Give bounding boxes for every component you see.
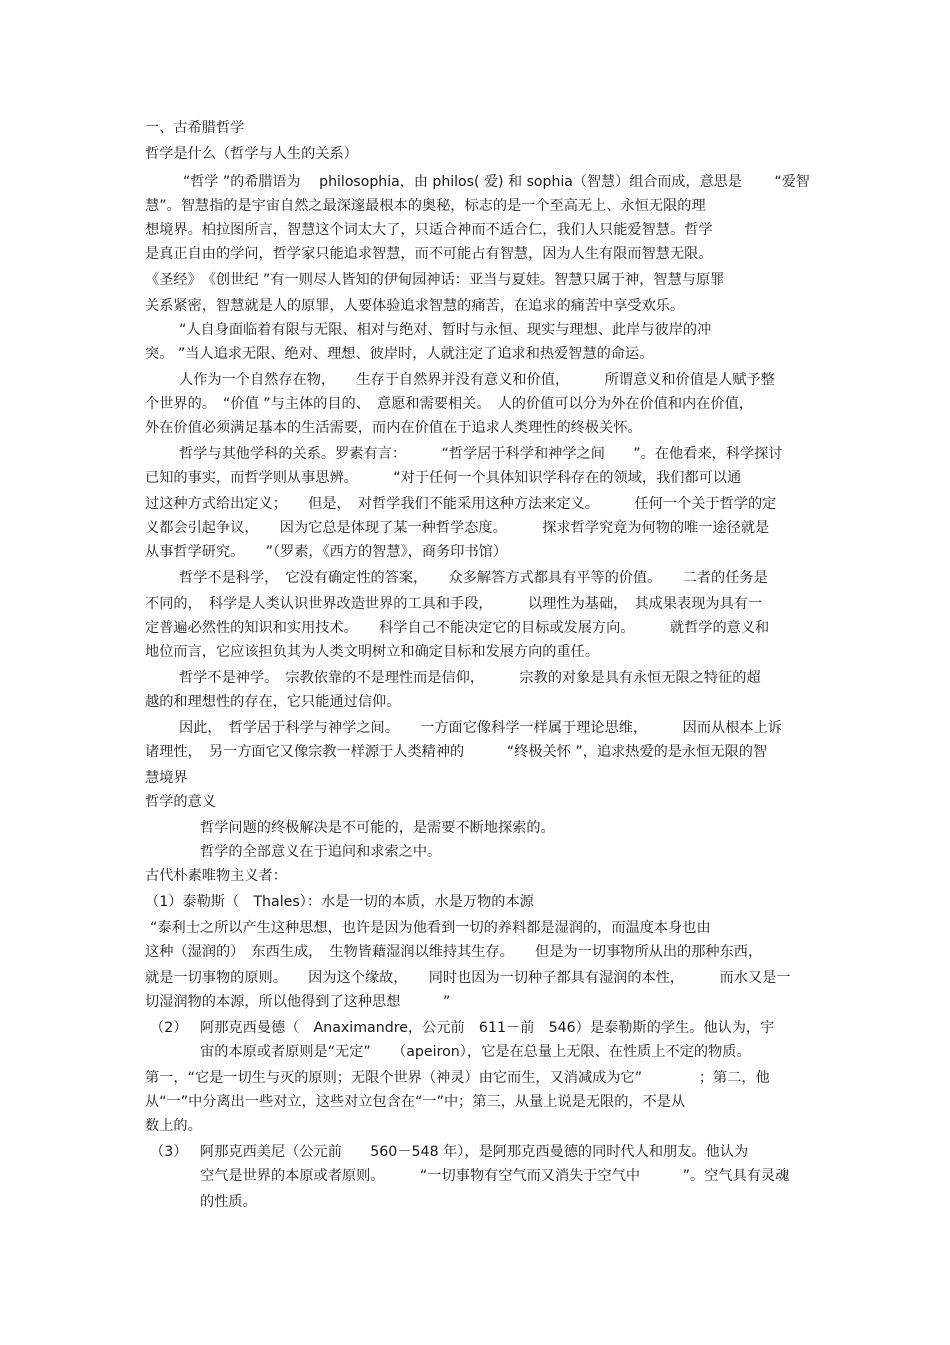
paragraph-line: 切湿润物的本源，所以他得到了这种思想 ” [145, 994, 451, 1010]
paragraph-line: 人作为一个自然存在物， 生存于自然界并没有意义和价值， 所谓意义和价值是人赋予整 [179, 372, 775, 388]
list-number: （2） [150, 1020, 188, 1036]
paragraph-line: 定普遍必然性的知识和实用技术。 科学自己不能决定它的目标或发展方向。 就哲学的意义和 [145, 620, 770, 636]
paragraph-line: 不同的， 科学是人类认识世界改造世界的工具和手段， 以理性为基础， 其成果表现为具有一 [145, 596, 763, 612]
paragraph-line: 突。 ”当人追求无限、绝对、理想、彼岸时，人就注定了追求和热爱智慧的命运。 [145, 346, 654, 362]
paragraph-line: 阿那克西曼德（ Anaximandre，公元前 611－前 546）是泰勒斯的学生。他认为，宇 [200, 1020, 775, 1036]
paragraph-line: 诸理性， 另一方面它又像宗教一样源于人类精神的 “终极关怀 ”，追求热爱的是永恒无限的智 [145, 744, 768, 760]
paragraph-line: 从事哲学研究。 ”（罗素，《西方的智慧》，商务印书馆） [145, 544, 508, 560]
paragraph-line: 因此， 哲学居于科学与神学之间。 一方面它像科学一样属于理论思维， 因而从根本上诉 [179, 720, 782, 736]
paragraph-line: 就是一切事物的原则。 因为这个缘故， 同时也因为一切种子都具有湿润的本性， 而水又是一 [145, 970, 791, 986]
paragraph-line: 外在价值必须满足基本的生活需要，而内在价值在于追求人类理性的终极关怀。 [145, 420, 642, 436]
paragraph-line: 义都会引起争议， 因为它总是体现了某一种哲学态度。 探求哲学究竟为何物的唯一途径就是 [145, 520, 770, 536]
section-heading: 哲学的意义 [145, 794, 216, 810]
paragraph-line: 这种（湿润的） 东西生成， 生物皆藉湿润以维持其生存。 但是为一切事物所从出的那种东西， [145, 944, 763, 960]
paragraph-line: “哲学 ”的希腊语为 philosophia，由 philos( 爱) 和 sophia（智慧）组合而成，意思是 “爱智 [183, 174, 810, 190]
paragraph-line: （1）泰勒斯（ Thales）：水是一切的本质，水是万物的本源 [145, 894, 534, 910]
paragraph-line: 关系紧密，智慧就是人的原罪，人要体验追求智慧的痛苦，在追求的痛苦中享受欢乐。 [145, 298, 685, 314]
paragraph-line: 哲学的全部意义在于追问和求索之中。 [200, 844, 442, 860]
paragraph-line: 第一，“它是一切生与灭的原则；无限个世界（神灵）由它而生，又消减成为它” ；第二，他 [145, 1070, 770, 1086]
paragraph-line: 哲学问题的终极解决是不可能的，是需要不断地探索的。 [200, 820, 555, 836]
paragraph-line: 是真正自由的学问，哲学家只能追求智慧，而不可能占有智慧，因为人生有限而智慧无限。 [145, 246, 713, 262]
paragraph-line: 哲学不是神学。 宗教依靠的不是理性而是信仰， 宗教的对象是具有永恒无限之特征的超 [179, 670, 761, 686]
paragraph-line: “泰利士之所以产生这种思想，也许是因为他看到一切的养料都是湿润的，而温度本身也由 [150, 920, 711, 936]
paragraph-line: 已知的事实，而哲学则从事思辨。 “对于任何一个具体知识学科存在的领域，我们都可以通 [145, 470, 742, 486]
paragraph-line: 想境界。柏拉图所言，智慧这个词太大了，只适合神而不适合仁，我们人只能爱智慧。哲学 [145, 222, 713, 238]
paragraph-line: 慧境界 [145, 770, 188, 786]
paragraph-line: 越的和理想性的存在，它只能通过信仰。 [145, 694, 401, 710]
page-subtitle: 哲学是什么（哲学与人生的关系） [145, 146, 358, 162]
paragraph-line: 哲学与其他学科的关系。罗素有言： “哲学居于科学和神学之间 ”。在他看来，科学探讨 [179, 446, 783, 462]
paragraph-line: 哲学不是科学， 它没有确定性的答案， 众多解答方式都具有平等的价值。 二者的任务是 [179, 570, 768, 586]
paragraph-line: 个世界的。 “价值 ”与主体的目的、 意愿和需要相关。 人的价值可以分为外在价值和内在价值， [145, 396, 753, 412]
paragraph-line: 地位而言，它应该担负其为人类文明树立和确定目标和发展方向的重任。 [145, 644, 600, 660]
paragraph-line: 从“一”中分离出一些对立，这些对立包含在“一”中；第三，从量上说是无限的，不是从 [145, 1094, 686, 1110]
paragraph-line: 宙的本原或者原则是“无定” （apeiron），它是在总量上无限、在性质上不定的物质。 [200, 1044, 751, 1060]
paragraph-line: 慧”。智慧指的是宇宙自然之最深邃最根本的奥秘，标志的是一个至高无上、永恒无限的理 [145, 198, 706, 214]
paragraph-line: 空气是世界的本原或者原则。 “一切事物有空气而又消失于空气中 ”。空气具有灵魂 [200, 1168, 790, 1184]
paragraph-line: 阿那克西美尼（公元前 560－548 年），是阿那克西曼德的同时代人和朋友。他认为 [200, 1144, 749, 1160]
section-title: 一、古希腊哲学 [145, 120, 245, 136]
paragraph-line: 过这种方式给出定义； 但是， 对哲学我们不能采用这种方法来定义。 任何一个关于哲学的定 [145, 496, 777, 512]
paragraph-line: “人自身面临着有限与无限、相对与绝对、暂时与永恒、现实与理想、此岸与彼岸的冲 [179, 322, 712, 338]
section-heading: 古代朴素唯物主义者： [145, 868, 287, 884]
paragraph-line: 数上的。 [145, 1118, 202, 1134]
paragraph-line: 的性质。 [200, 1194, 257, 1210]
list-number: （3） [150, 1144, 188, 1160]
paragraph-line: 《圣经》 《创世纪 ”有一则尽人皆知的伊甸园神话：亚当与夏娃。智慧只属于神，智慧与原罪 [145, 272, 725, 288]
